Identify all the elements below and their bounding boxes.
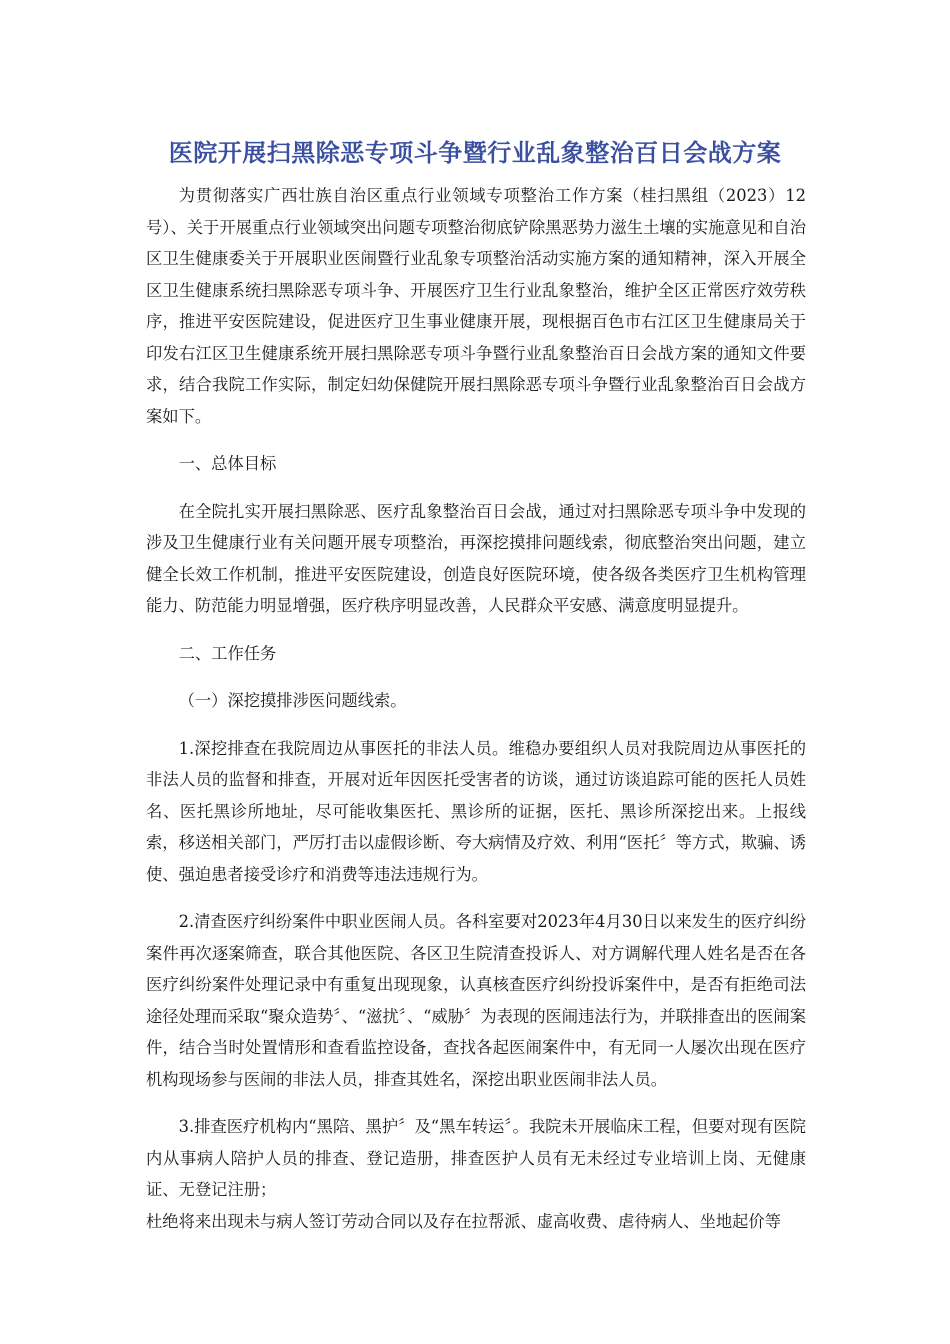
- section-heading-tasks: 二、工作任务: [178, 643, 277, 663]
- goal-paragraph: 在全院扎实开展扫黑除恶、医疗乱象整治百日会战，通过对扫黑除恶专项斗争中发现的涉及卫生健康行业有关问题开展专项整治，再深挖摸排问题线索，彻底整治突出问题，建立健全长效工作机制，推进平安医院建设，创造良好医院环境，使各级各类医疗卫生机构管理能力、防范能力明显增强，医疗秩序明显改善，人民群众平安感、满意度明显提升。: [146, 501, 806, 615]
- task-item-3-continued: 杜绝将来出现未与病人签订劳动合同以及存在拉帮派、虚高收费、虐待病人、坐地起价等: [146, 1211, 781, 1231]
- intro-paragraph: 为贯彻落实广西壮族自治区重点行业领域专项整治工作方案（桂扫黑组（2023）12号）、关于开展重点行业领域突出问题专项整治彻底铲除黑恶势力滋生土壤的实施意见和自治区卫生健康委关于开展职业医闹暨行业乱象专项整治活动实施方案的通知精神，深入开展全区卫生健康系统扫黑除恶专项斗争、开展医疗卫生行业乱象整治，维护全区正常医疗效劳秩序，推进平安医院建设，促进医疗卫生事业健康开展，现根据百色市右江区卫生健康局关于印发右江区卫生健康系统开展扫黑除恶专项斗争暨行业乱象整治百日会战方案的通知文件要求，结合我院工作实际，制定妇幼保健院开展扫黑除恶专项斗争暨行业乱象整治百日会战方案如下。: [146, 186, 806, 426]
- task-item-2: 2.清查医疗纠纷案件中职业医闹人员。各科室要对2023年4月30日以来发生的医疗纠纷案件再次逐案筛查，联合其他医院、各区卫生院清查投诉人、对方调解代理人姓名是否在各医疗纠纷案件处理记录中有重复出现现象，认真核查医疗纠纷投诉案件中，是否有拒绝司法途径处理而采取“聚众造势〞、“滋扰〞、“威胁〞为表现的医闹违法行为，并联排查出的医闹案件，结合当时处置情形和查看监控设备，查找各起医闹案件中，有无同一人屡次出现在医疗机构现场参与医闹的非法人员，排查其姓名，深挖出职业医闹非法人员。: [146, 912, 806, 1089]
- document-title: 医院开展扫黑除恶专项斗争暨行业乱象整治百日会战方案: [168, 139, 782, 167]
- document-body: [146, 180, 806, 1237]
- section-heading-goal: 一、总体目标: [178, 454, 277, 473]
- task-item-3: 3.排查医疗机构内“黑陪、黑护〞及“黑车转运〞。我院未开展临床工程，但要对现有医院内从事病人陪护人员的排查、登记造册，排查医护人员有无未经过专业培训上岗、无健康证、无登记注册；: [146, 1117, 806, 1199]
- task-item-1: 1.深挖排查在我院周边从事医托的非法人员。维稳办要组织人员对我院周边从事医托的非法人员的监督和排查，开展对近年因医托受害者的访谈，通过访谈追踪可能的医托人员姓名、医托黑诊所地址，尽可能收集医托、黑诊所的证据，医托、黑诊所深挖出来。上报线索，移送相关部门，严厉打击以虚假诊断、夸大病情及疗效、利用“医托〞等方式，欺骗、诱使、强迫患者接受诊疗和消费等违法违规行为。: [146, 738, 806, 884]
- subsection-heading-clues: （一）深挖摸排涉医问题线索。: [178, 691, 407, 710]
